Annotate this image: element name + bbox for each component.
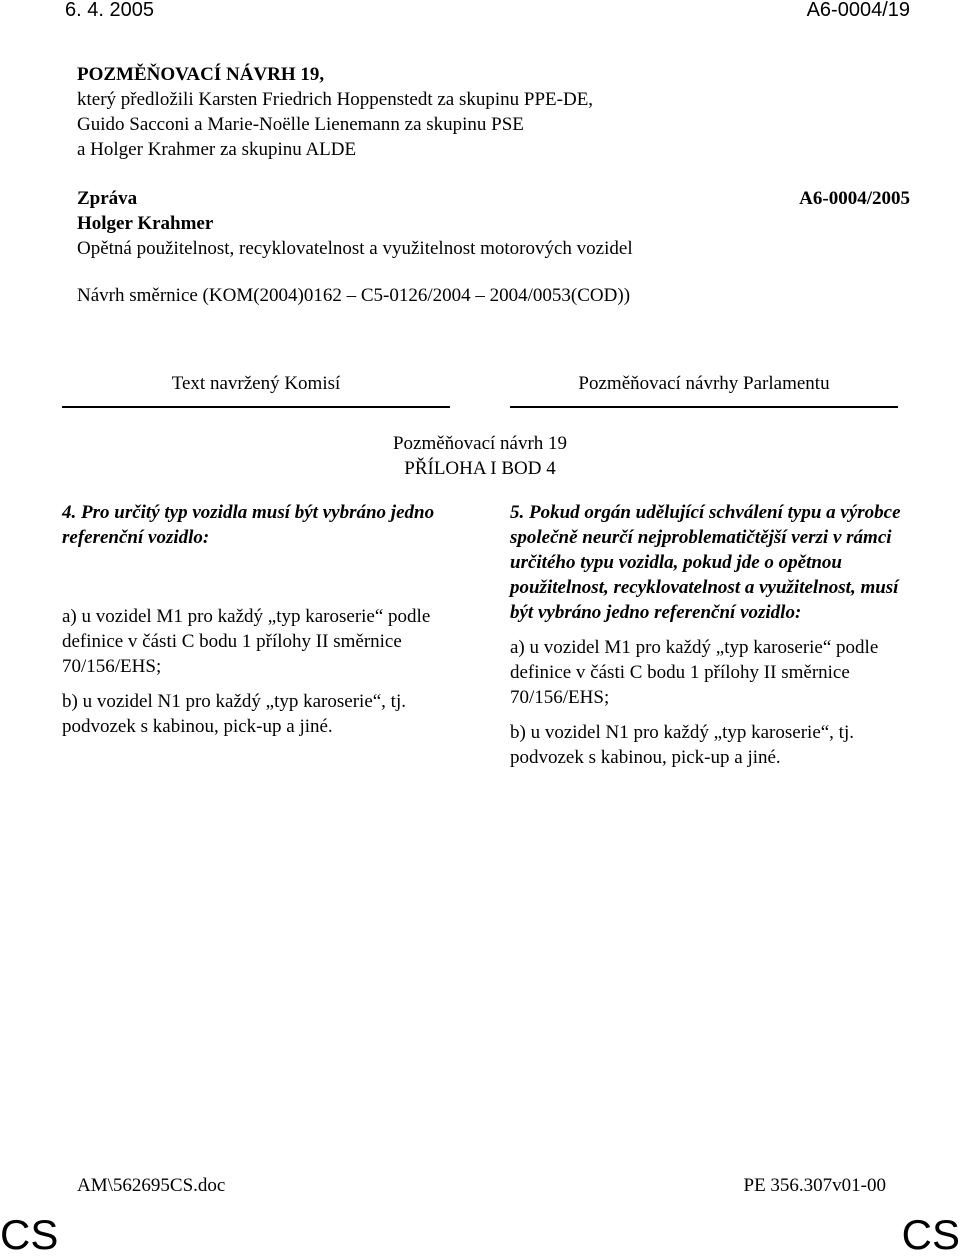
parliament-item-a: a) u vozidel M1 pro každý „typ karoserie“ podle definice v části C bodu 1 přílohy II směrnice 70/156/EHS;	[510, 637, 879, 708]
proposal-ref: Návrh směrnice (KOM(2004)0162 – C5-0126/2004 – 2004/0053(COD))	[77, 285, 631, 306]
report-label: Zpráva	[77, 188, 138, 209]
footer-pe-ref: PE 356.307v01-00	[743, 1175, 886, 1196]
amendment-author-line: který předložili Karsten Friedrich Hoppenstedt za skupinu PPE-DE,	[77, 89, 594, 110]
report-subject: Opětná použitelnost, recyklovatelnost a využitelnost motorových vozidel	[77, 238, 633, 259]
amendment-author-line: Guido Sacconi a Marie-Noëlle Lienemann za skupinu PSE	[77, 114, 524, 135]
right-column-rule	[510, 406, 898, 408]
commission-intro: 4. Pro určitý typ vozidla musí být vybráno jedno referenční vozidlo:	[62, 502, 435, 548]
report-ref: A6-0004/2005	[799, 188, 910, 209]
amendment-heading	[77, 62, 593, 162]
rapporteur-name: Holger Krahmer	[77, 213, 214, 234]
amendment-location: PŘÍLOHA I BOD 4	[404, 458, 556, 479]
report-info	[77, 186, 633, 261]
commission-item-a: a) u vozidel M1 pro každý „typ karoserie“ podle definice v části C bodu 1 přílohy II směrnice 70/156/EHS;	[62, 606, 431, 677]
language-code-right: CS	[901, 1211, 960, 1258]
parliament-amendments-heading: Pozměňovací návrhy Parlamentu	[578, 373, 830, 394]
parliament-item-b: b) u vozidel N1 pro každý „typ karoserie“, tj. podvozek s kabinou, pick-up a jiné.	[510, 722, 854, 768]
language-code-left: CS	[0, 1211, 59, 1258]
commission-item-b: b) u vozidel N1 pro každý „typ karoserie“, tj. podvozek s kabinou, pick-up a jiné.	[62, 691, 406, 737]
amendment-reference	[0, 431, 960, 481]
left-column-rule	[62, 406, 450, 408]
parliament-text-column	[510, 500, 910, 770]
amendment-number: Pozměňovací návrh 19	[392, 433, 568, 454]
commission-text-heading: Text navržený Komisí	[171, 373, 341, 394]
commission-text-column	[62, 500, 462, 739]
amendment-author-line: a Holger Krahmer za skupinu ALDE	[77, 139, 357, 160]
header-doc-ref: A6-0004/19	[806, 0, 910, 21]
footer-doc-name: AM\562695CS.doc	[77, 1175, 226, 1196]
header-date: 6. 4. 2005	[65, 0, 154, 21]
parliament-intro: 5. Pokud orgán udělující schválení typu a výrobce společně neurčí nejproblematičtější verzi v rámci určitého typu vozidla, pokud jde o opětnou použitelnost, recyklovatelnost a využitelnost, musí být vybráno jedno referenční vozidlo:	[510, 502, 901, 623]
amendment-title: POZMĚŇOVACÍ NÁVRH 19,	[77, 64, 325, 85]
